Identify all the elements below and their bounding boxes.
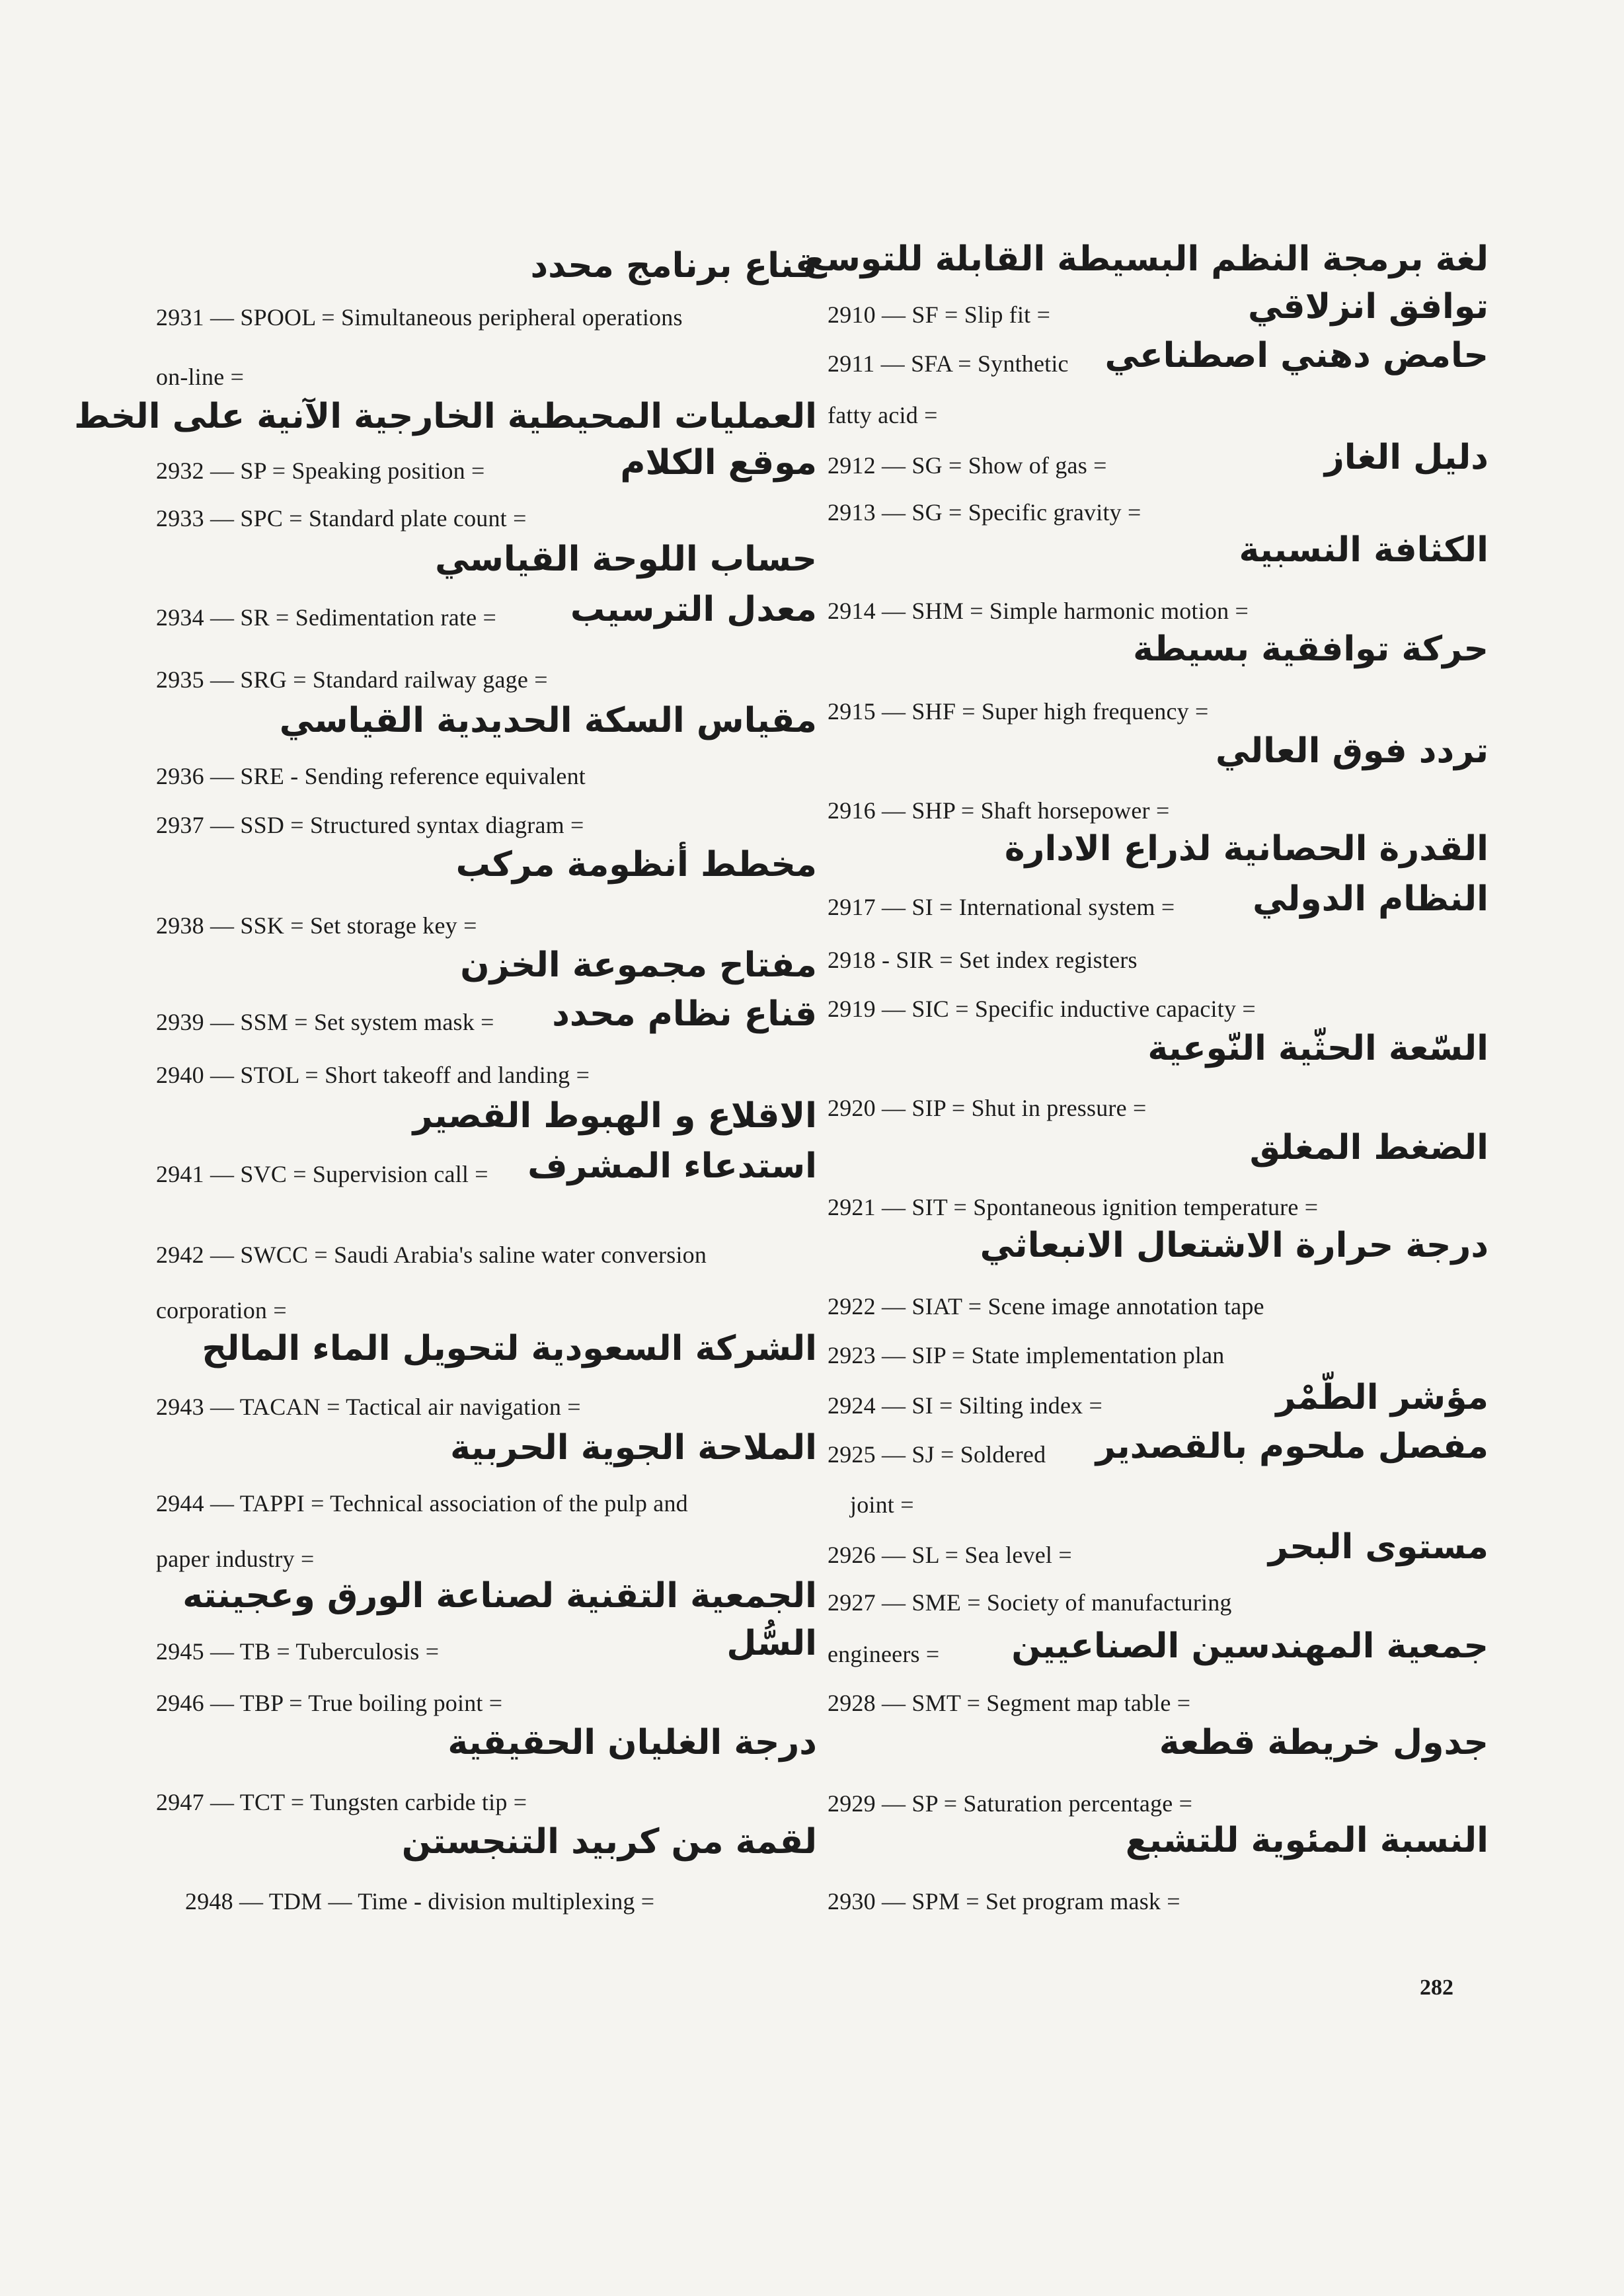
- arabic-term: الجمعية التقنية لصناعة الورق وعجينته: [182, 1576, 817, 1616]
- english-term: 2940 — STOL = Short takeoff and landing =: [156, 1062, 590, 1088]
- english-term: 2919 — SIC = Specific inductive capacity =: [828, 996, 1256, 1022]
- english-term: 2932 — SP = Speaking position =: [156, 457, 485, 484]
- english-term: 2916 — SHP = Shaft horsepower =: [828, 797, 1170, 824]
- english-term: 2917 — SI = International system =: [828, 894, 1175, 920]
- arabic-term: تردد فوق العالي: [1216, 731, 1489, 771]
- arabic-term: مستوى البحر: [1268, 1527, 1489, 1567]
- arabic-term: مؤشر الطّمْر: [1276, 1378, 1489, 1417]
- english-term: 2924 — SI = Silting index =: [828, 1392, 1103, 1419]
- english-term: 2945 — TB = Tuberculosis =: [156, 1638, 440, 1665]
- english-term: 2915 — SHF = Super high frequency =: [828, 698, 1209, 725]
- english-term: 2910 — SF = Slip fit =: [828, 301, 1051, 328]
- page-number: 282: [1420, 1975, 1453, 2000]
- arabic-term: السُّل: [726, 1624, 817, 1663]
- english-term: 2934 — SR = Sedimentation rate =: [156, 604, 496, 631]
- arabic-term: حركة توافقية بسيطة: [1133, 629, 1489, 669]
- arabic-term: النسبة المئوية للتشبع: [1125, 1821, 1489, 1860]
- english-term: 2926 — SL = Sea level =: [828, 1542, 1072, 1568]
- english-term: 2922 — SIAT = Scene image annotation tape: [828, 1293, 1264, 1320]
- english-term: 2929 — SP = Saturation percentage =: [828, 1790, 1193, 1817]
- arabic-term: حساب اللوحة القياسي: [435, 539, 817, 579]
- english-term: 2947 — TCT = Tungsten carbide tip =: [156, 1789, 527, 1815]
- english-term: 2920 — SIP = Shut in pressure =: [828, 1095, 1147, 1121]
- english-term: paper industry =: [156, 1546, 315, 1572]
- english-term: 2948 — TDM — Time - division multiplexing =: [185, 1888, 655, 1915]
- arabic-term: الضغط المغلق: [1249, 1128, 1489, 1168]
- arabic-term: جدول خريطة قطعة: [1159, 1723, 1489, 1762]
- english-term: engineers =: [828, 1641, 940, 1667]
- arabic-term: حامض دهني اصطناعي: [1104, 336, 1489, 376]
- arabic-term: درجة حرارة الاشتعال الانبعاثي: [980, 1226, 1489, 1265]
- arabic-term: درجة الغليان الحقيقية: [447, 1723, 817, 1762]
- english-term: 2928 — SMT = Segment map table =: [828, 1690, 1191, 1716]
- english-term: fatty acid =: [828, 402, 938, 428]
- arabic-term: السّعة الحثّية النّوعية: [1147, 1029, 1489, 1068]
- arabic-term: استدعاء المشرف: [527, 1146, 817, 1186]
- english-term: 2941 — SVC = Supervision call =: [156, 1161, 488, 1187]
- left-column: [74, 0, 817, 2296]
- english-term: 2913 — SG = Specific gravity =: [828, 499, 1141, 526]
- english-term: 2935 — SRG = Standard railway gage =: [156, 666, 548, 693]
- arabic-term: مقياس السكة الحديدية القياسي: [279, 701, 817, 740]
- english-term: 2911 — SFA = Synthetic: [828, 350, 1069, 377]
- english-term: 2936 — SRE - Sending reference equivalent: [156, 763, 586, 789]
- english-term: 2933 — SPC = Standard plate count =: [156, 505, 527, 532]
- english-term: 2943 — TACAN = Tactical air navigation =: [156, 1394, 581, 1420]
- arabic-term: النظام الدولي: [1253, 879, 1489, 919]
- arabic-term: دليل الغاز: [1324, 438, 1489, 477]
- arabic-term: جمعية المهندسين الصناعيين: [1011, 1626, 1489, 1666]
- arabic-term: موقع الكلام: [620, 443, 817, 483]
- arabic-term: الكثافة النسبية: [1239, 530, 1489, 570]
- arabic-term: قناع نظام محدد: [552, 994, 817, 1034]
- arabic-term: قناع برنامج محدد: [530, 246, 817, 286]
- english-term: 2931 — SPOOL = Simultaneous peripheral operations: [156, 304, 683, 331]
- english-term: 2923 — SIP = State implementation plan: [828, 1342, 1225, 1368]
- arabic-term: مفصل ملحوم بالقصدير: [1095, 1427, 1489, 1466]
- english-term: 2925 — SJ = Soldered: [828, 1441, 1046, 1468]
- english-term: 2939 — SSM = Set system mask =: [156, 1009, 494, 1035]
- english-term: corporation =: [156, 1297, 287, 1324]
- arabic-term: توافق انزلاقي: [1247, 287, 1489, 327]
- arabic-term: لقمة من كربيد التنجستن: [401, 1822, 817, 1862]
- arabic-term: الشركة السعودية لتحويل الماء المالح: [202, 1329, 817, 1368]
- english-term: 2927 — SME = Society of manufacturing: [828, 1589, 1232, 1616]
- english-term: 2938 — SSK = Set storage key =: [156, 912, 477, 939]
- arabic-term: العمليات المحيطية الخارجية الآنية على الخط: [74, 397, 817, 436]
- english-term: 2946 — TBP = True boiling point =: [156, 1690, 503, 1716]
- english-term: 2918 - SIR = Set index registers: [828, 947, 1138, 973]
- english-term: 2912 — SG = Show of gas =: [828, 452, 1107, 479]
- arabic-term: مخطط أنظومة مركب: [455, 845, 817, 885]
- english-term: 2930 — SPM = Set program mask =: [828, 1888, 1180, 1915]
- english-term: 2914 — SHM = Simple harmonic motion =: [828, 598, 1249, 624]
- english-term: joint =: [850, 1491, 914, 1518]
- arabic-term: معدل الترسيب: [570, 590, 817, 629]
- arabic-term: القدرة الحصانية لذراع الادارة: [1004, 829, 1489, 869]
- arabic-term: الاقلاع و الهبوط القصير: [412, 1096, 817, 1136]
- english-term: 2921 — SIT = Spontaneous ignition temperature =: [828, 1194, 1319, 1220]
- english-term: 2944 — TAPPI = Technical association of the pulp and: [156, 1490, 688, 1517]
- arabic-term: الملاحة الجوية الحربية: [450, 1428, 817, 1468]
- arabic-term: لغة برمجة النظم البسيطة القابلة للتوسع: [803, 239, 1489, 279]
- right-column: [803, 0, 1489, 2296]
- english-term: 2937 — SSD = Structured syntax diagram =: [156, 812, 584, 838]
- arabic-term: مفتاح مجموعة الخزن: [460, 945, 817, 985]
- english-term: 2942 — SWCC = Saudi Arabia's saline water conversion: [156, 1242, 707, 1268]
- english-term: on-line =: [156, 364, 245, 390]
